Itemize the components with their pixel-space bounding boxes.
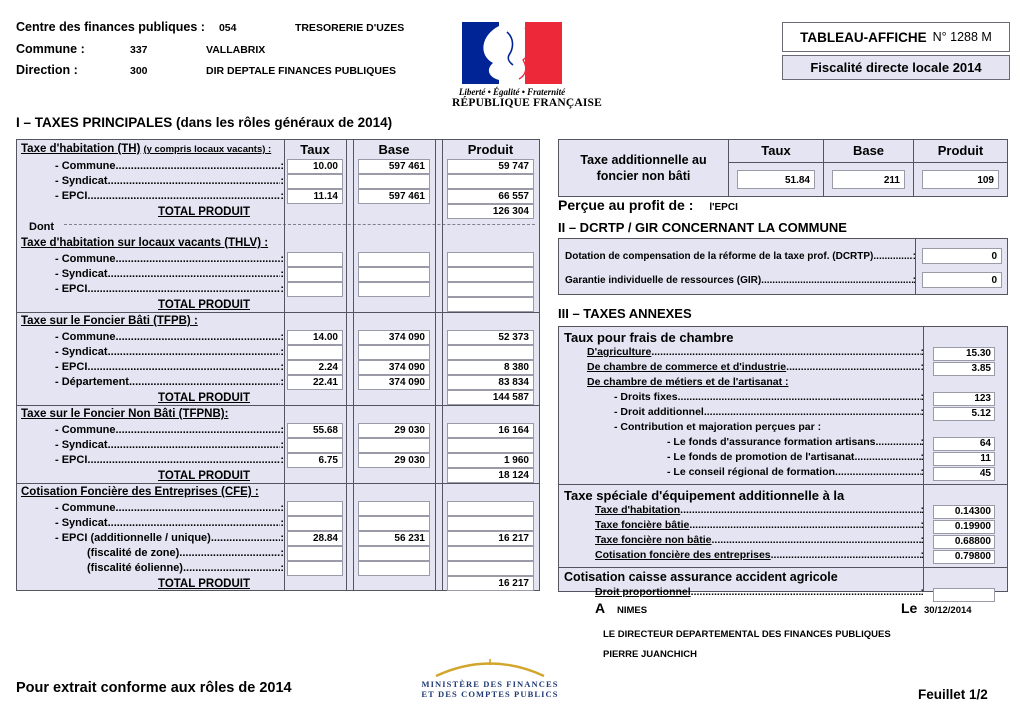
total-label: TOTAL PRODUIT	[158, 391, 250, 404]
row-value: 123	[933, 392, 995, 406]
tax-block-tfpnb	[17, 405, 539, 483]
dashed-divider	[64, 224, 535, 225]
direction-label: Direction :	[16, 63, 78, 77]
cell-base: 29 030	[358, 453, 430, 468]
cell-taux: 11.14	[287, 189, 343, 204]
cell-produit	[447, 252, 534, 267]
cell-taux	[287, 561, 343, 576]
cell-base	[358, 282, 430, 297]
cell-produit	[447, 546, 534, 561]
row-label: Taxe foncière bâtie	[595, 519, 690, 531]
cell-produit: 16 217	[447, 531, 534, 546]
signature-date: 30/12/2014	[924, 605, 972, 616]
table-row	[17, 360, 539, 375]
row-label: - Syndicat	[55, 517, 108, 529]
signature-le-label: Le	[901, 600, 918, 616]
total-label: TOTAL PRODUIT	[158, 469, 250, 482]
cell-taux: 6.75	[287, 453, 343, 468]
table-divider	[346, 140, 347, 590]
cell-total-produit: 16 217	[447, 576, 534, 591]
table-row	[17, 561, 539, 576]
table-divider	[442, 140, 443, 590]
direction-name: DIR DEPTALE FINANCES PUBLIQUES	[206, 65, 396, 77]
cell-produit: 109	[922, 170, 999, 189]
commune-line	[16, 42, 265, 56]
section3-heading: III – TAXES ANNEXES	[558, 306, 692, 321]
col-header-produit: Produit	[914, 140, 1007, 163]
block-title-th: Taxe d'habitation (TH)	[21, 143, 141, 155]
row-label: - Commune	[55, 502, 116, 514]
commune-code: 337	[130, 44, 148, 56]
cell-base	[358, 516, 430, 531]
list-item	[559, 549, 1007, 564]
direction-line	[16, 63, 396, 77]
tax-block-tfpb	[17, 312, 539, 405]
cell-base	[358, 546, 430, 561]
cell-total-produit: 144 587	[447, 390, 534, 405]
dont-row	[17, 219, 539, 235]
dcrtp-value: 0	[922, 248, 1002, 264]
list-item	[559, 361, 1007, 376]
list-item	[559, 406, 1007, 421]
cell-base: 29 030	[358, 423, 430, 438]
row-label: - Syndicat	[55, 175, 108, 187]
block-title-thlv: Taxe d'habitation sur locaux vacants (THLV) :	[21, 237, 269, 249]
row-label: - Syndicat	[55, 439, 108, 451]
total-label: TOTAL PRODUIT	[158, 298, 250, 311]
signature-a-label: A	[595, 600, 606, 616]
cell-produit: 66 557	[447, 189, 534, 204]
gir-row	[559, 268, 1007, 292]
percue-line	[558, 197, 738, 213]
row-label: - Droit additionnel	[614, 406, 704, 418]
section2-heading: II – DCRTP / GIR CONCERNANT LA COMMUNE	[558, 220, 847, 235]
cell-taux	[287, 282, 343, 297]
total-produit-row	[17, 576, 539, 591]
row-value: 0.14300	[933, 505, 995, 519]
marianne-flag-icon	[462, 22, 562, 84]
table-row	[17, 531, 539, 546]
row-label: - EPCI	[55, 283, 88, 295]
cell-produit	[447, 267, 534, 282]
tableau-number: N° 1288 M	[932, 30, 992, 44]
block-title-tfpb: Taxe sur le Foncier Bâti (TFPB) :	[21, 315, 198, 327]
cell-produit: 16 164	[447, 423, 534, 438]
ministry-line2: ET DES COMPTES PUBLICS	[421, 689, 559, 699]
cell-total-produit: 126 304	[447, 204, 534, 219]
cell-total-produit	[447, 297, 534, 312]
row-label: - Commune	[55, 253, 116, 265]
list-item	[559, 376, 1007, 391]
row-label: Taxe foncière non bâtie	[595, 534, 712, 546]
cell-base	[358, 501, 430, 516]
motto-text: Liberté • Égalité • Fraternité	[458, 87, 566, 97]
chambre-block	[559, 327, 1007, 481]
block-title-th-suffix: (y compris locaux vacants) :	[143, 144, 272, 155]
row-label: Droit proportionnel	[595, 586, 691, 598]
table-divider	[284, 140, 285, 590]
table-row	[17, 516, 539, 531]
row-value: 64	[933, 437, 995, 451]
table-divider	[353, 140, 354, 590]
tax-block-th	[17, 140, 539, 235]
cell-produit: 83 834	[447, 375, 534, 390]
cell-taux: 51.84	[737, 170, 815, 189]
cell-base: 374 090	[358, 375, 430, 390]
cell-taux	[287, 546, 343, 561]
taxes-principales-table	[16, 139, 540, 591]
cell-produit	[447, 561, 534, 576]
col-header-base: Base	[378, 142, 410, 157]
cell-base	[358, 252, 430, 267]
cell-produit	[447, 282, 534, 297]
total-produit-row	[17, 204, 539, 219]
row-label: - Le fonds d'assurance formation artisans	[667, 436, 876, 448]
table-row	[17, 546, 539, 561]
ministry-line1: MINISTÈRE DES FINANCES	[421, 679, 559, 689]
row-label: (fiscalité éolienne)	[87, 562, 183, 574]
cell-produit	[447, 501, 534, 516]
office-line	[16, 20, 404, 34]
cell-taux: 28.84	[287, 531, 343, 546]
row-label: - Commune	[55, 160, 116, 172]
additional-tax-table	[558, 139, 1008, 197]
taxes-annexes-box	[558, 326, 1008, 598]
cell-base	[358, 345, 430, 360]
column-header-row	[17, 140, 539, 159]
cell-taux: 14.00	[287, 330, 343, 345]
tse-block	[559, 484, 1007, 564]
total-produit-row	[17, 390, 539, 405]
cell-base: 56 231	[358, 531, 430, 546]
direction-code: 300	[130, 65, 148, 77]
list-item	[559, 451, 1007, 466]
table-row	[17, 159, 539, 174]
row-label: - Commune	[55, 424, 116, 436]
row-label: - Commune	[55, 331, 116, 343]
cell-produit	[447, 345, 534, 360]
table-row	[17, 375, 539, 390]
cell-taux: 10.00	[287, 159, 343, 174]
sheet-number: Feuillet 1/2	[918, 687, 988, 702]
table-row	[17, 189, 539, 204]
cell-taux	[287, 516, 343, 531]
cell-base: 374 090	[358, 330, 430, 345]
cell-base	[358, 267, 430, 282]
row-label: - Le conseil régional de formation	[667, 466, 836, 478]
cell-base	[358, 561, 430, 576]
tax-block-cfe	[17, 483, 539, 591]
row-value: 5.12	[933, 407, 995, 421]
list-item	[559, 346, 1007, 361]
cell-produit	[447, 438, 534, 453]
row-value: 3.85	[933, 362, 995, 376]
cell-taux	[287, 501, 343, 516]
cell-taux: 55.68	[287, 423, 343, 438]
cell-produit: 8 380	[447, 360, 534, 375]
office-name: TRESORERIE D'UZES	[294, 22, 405, 34]
list-item	[559, 436, 1007, 451]
row-label: (fiscalité de zone)	[87, 547, 180, 559]
cell-produit	[447, 516, 534, 531]
ccaa-title: Cotisation caisse assurance accident agricole	[564, 570, 838, 584]
row-label: - Contribution et majoration perçues par :	[614, 421, 822, 433]
row-value: 0.68800	[933, 535, 995, 549]
fiscalite-subtitle: Fiscalité directe locale 2014	[782, 55, 1010, 80]
country-name: RÉPUBLIQUE FRANÇAISE	[452, 97, 603, 109]
row-value	[933, 588, 995, 602]
row-label: - EPCI (additionnelle / unique)	[55, 532, 211, 544]
cell-taux	[287, 252, 343, 267]
list-item	[559, 534, 1007, 549]
cell-taux	[287, 345, 343, 360]
row-label: Cotisation foncière des entreprises	[595, 549, 771, 561]
gir-label: Garantie individuelle de ressources (GIR)	[565, 274, 762, 286]
row-label: - Département	[55, 376, 129, 388]
cell-base: 597 461	[358, 189, 430, 204]
signature-city: NIMES	[617, 605, 648, 616]
commune-label: Commune :	[16, 42, 85, 56]
total-produit-row	[17, 297, 539, 312]
col-header-produit: Produit	[467, 142, 514, 157]
dcrtp-label: Dotation de compensation de la réforme de la taxe prof. (DCRTP)..	[565, 250, 879, 262]
row-label: - EPCI	[55, 190, 88, 202]
ministry-arc-icon	[430, 655, 550, 679]
gir-value: 0	[922, 272, 1002, 288]
percue-value: l'EPCI	[709, 202, 738, 213]
cell-taux	[287, 174, 343, 189]
tse-title: Taxe spéciale d'équipement additionnelle à la	[564, 488, 845, 503]
list-item	[559, 519, 1007, 534]
row-value: 15.30	[933, 347, 995, 361]
cell-produit: 59 747	[447, 159, 534, 174]
table-row	[17, 174, 539, 189]
row-label: Taxe d'habitation	[595, 504, 681, 516]
row-label: - Le fonds de promotion de l'artisanat	[667, 451, 855, 463]
total-produit-row	[17, 468, 539, 483]
cell-base: 374 090	[358, 360, 430, 375]
chambre-title: Taux pour frais de chambre	[564, 330, 734, 345]
tax-block-thlv	[17, 235, 539, 312]
row-value: 45	[933, 467, 995, 481]
row-label: - Syndicat	[55, 268, 108, 280]
director-line: LE DIRECTEUR DEPARTEMENTAL DES FINANCES PUBLIQUES	[603, 629, 891, 640]
cell-base	[358, 438, 430, 453]
dcrtp-row	[559, 244, 1007, 268]
commune-name: VALLABRIX	[206, 44, 266, 56]
row-label: D'agriculture	[587, 346, 652, 358]
cell-base: 211	[832, 170, 905, 189]
table-row	[17, 501, 539, 516]
cell-taux	[287, 267, 343, 282]
section1-heading: I – TAXES PRINCIPALES (dans les rôles généraux de 2014)	[16, 115, 393, 130]
cell-taux: 22.41	[287, 375, 343, 390]
row-label: - EPCI	[55, 454, 88, 466]
cell-base: 597 461	[358, 159, 430, 174]
row-label: - Syndicat	[55, 346, 108, 358]
col-header-taux: Taux	[729, 140, 823, 163]
list-item	[559, 391, 1007, 406]
table-row	[17, 267, 539, 282]
block-title-cfe: Cotisation Foncière des Entreprises (CFE) :	[21, 486, 259, 498]
cell-taux: 2.24	[287, 360, 343, 375]
block-title-tfpnb: Taxe sur le Foncier Non Bâti (TFPNB):	[21, 408, 229, 420]
tableau-affiche-box	[782, 22, 1010, 80]
table-row	[17, 453, 539, 468]
cell-produit: 1 960	[447, 453, 534, 468]
table-row	[17, 345, 539, 360]
republique-francaise-logo	[452, 22, 603, 109]
col-header-taux: Taux	[300, 142, 330, 157]
table-row	[17, 252, 539, 267]
additional-tax-label: Taxe additionnelle au foncier non bâti	[559, 140, 729, 196]
ministry-logo	[415, 655, 565, 699]
table-row	[17, 282, 539, 297]
tableau-title-row	[782, 22, 1010, 52]
row-value: 0.19900	[933, 520, 995, 534]
footer-extract: Pour extrait conforme aux rôles de 2014	[16, 680, 292, 696]
list-item	[559, 586, 1007, 603]
list-item	[559, 466, 1007, 481]
cell-produit: 52 373	[447, 330, 534, 345]
total-label: TOTAL PRODUIT	[158, 577, 250, 590]
row-value: 11	[933, 452, 995, 466]
cell-base	[358, 174, 430, 189]
list-item	[559, 421, 1007, 436]
cell-taux	[287, 438, 343, 453]
office-code: 054	[218, 22, 237, 34]
table-row	[17, 423, 539, 438]
table-row	[17, 330, 539, 345]
row-label: De chambre de métiers et de l'artisanat :	[587, 376, 789, 388]
office-label: Centre des finances publiques :	[16, 20, 205, 34]
table-divider	[923, 327, 924, 591]
row-label: - EPCI	[55, 361, 88, 373]
dcrtp-gir-box	[558, 238, 1008, 295]
cell-total-produit: 18 124	[447, 468, 534, 483]
row-label: - Droits fixes	[614, 391, 678, 403]
cell-produit	[447, 174, 534, 189]
table-row	[17, 438, 539, 453]
row-value: 0.79800	[933, 550, 995, 564]
list-item	[559, 504, 1007, 519]
table-divider	[435, 140, 436, 590]
percue-label: Perçue au profit de :	[558, 197, 694, 213]
dont-label: Dont	[29, 221, 55, 233]
table-divider	[915, 239, 916, 294]
col-header-base: Base	[824, 140, 913, 163]
row-label: De chambre de commerce et d'industrie	[587, 361, 787, 373]
ccaa-block	[559, 567, 1007, 603]
tableau-title: TABLEAU-AFFICHE	[800, 29, 927, 45]
total-label: TOTAL PRODUIT	[158, 205, 250, 218]
director-name: PIERRE JUANCHICH	[603, 649, 697, 660]
